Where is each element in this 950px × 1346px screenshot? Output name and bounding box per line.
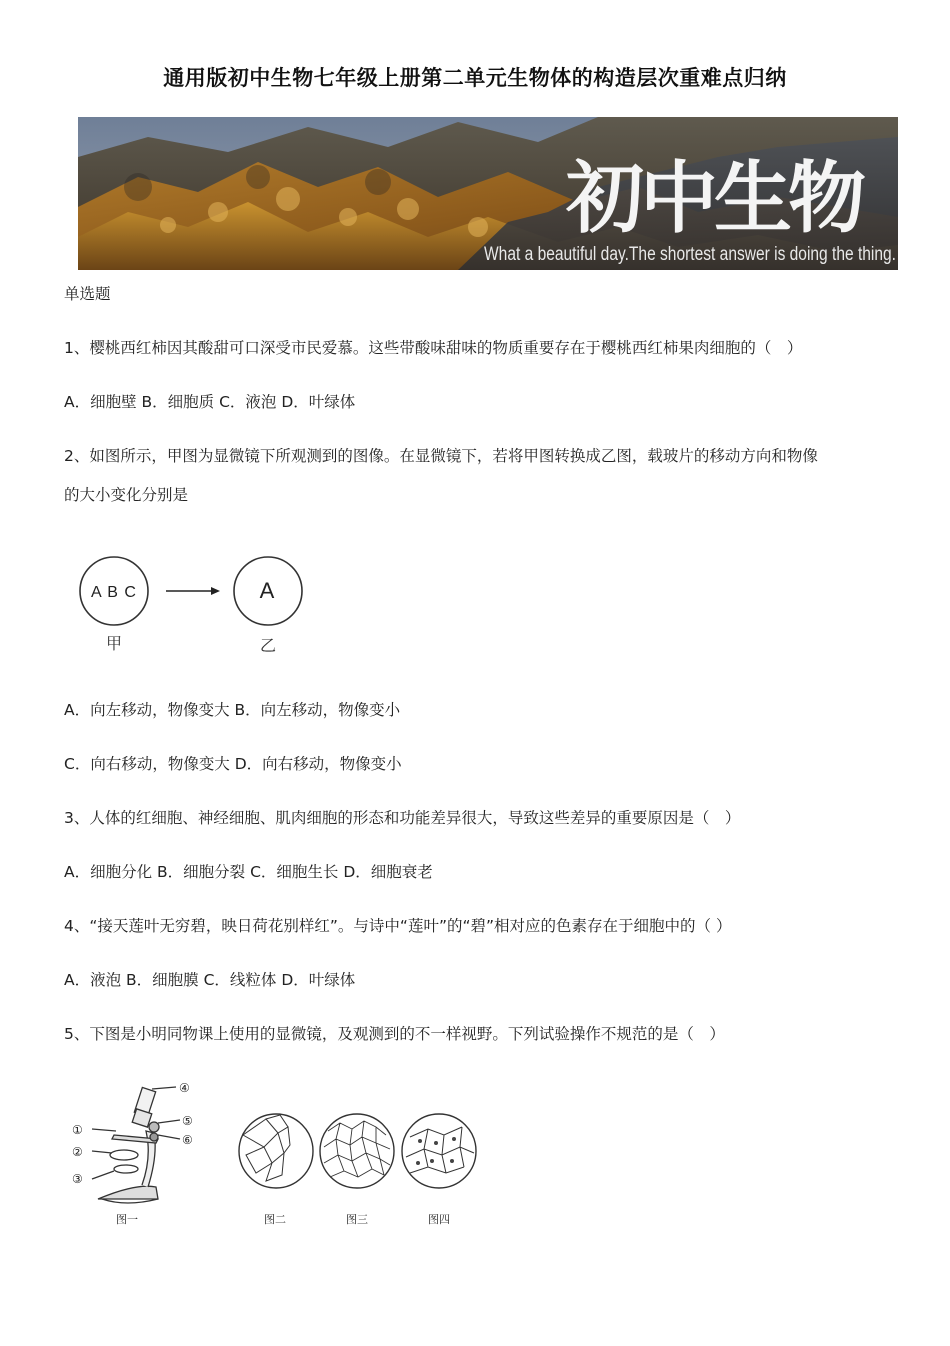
mark-1: ① xyxy=(72,1123,83,1137)
section-label: 单选题 xyxy=(64,285,111,303)
caption-fig-2: 图二 xyxy=(264,1213,286,1226)
caption-fig-4: 图四 xyxy=(428,1213,450,1226)
banner-calligraphy: 初中生物 xyxy=(566,153,863,244)
question-2-stem-line-2: 的大小变化分别是 xyxy=(64,486,189,504)
question-4-options: A．液泡 B．细胞膜 C．线粒体 D．叶绿体 xyxy=(64,971,356,989)
microscope-illustration xyxy=(92,1087,180,1203)
field-of-view-fig-3 xyxy=(320,1114,394,1188)
mark-2: ② xyxy=(72,1145,83,1159)
question-4-stem: 4、“接天莲叶无穷碧，映日荷花别样红”。与诗中“莲叶”的“碧”相对应的色素存在于细胞中的（ ） xyxy=(64,917,732,935)
label-yi: 乙 xyxy=(260,636,277,655)
mark-3: ③ xyxy=(72,1172,83,1186)
mark-6: ⑥ xyxy=(182,1133,193,1147)
caption-fig-3: 图三 xyxy=(346,1213,368,1226)
field-of-view-fig-4 xyxy=(402,1114,476,1188)
mark-4: ④ xyxy=(179,1081,190,1095)
caption-fig-1: 图一 xyxy=(116,1213,138,1226)
banner-tagline: What a beautiful day.The shortest answer is doing the thing. xyxy=(484,244,896,265)
question-2-options-line-1: A．向左移动，物像变大 B．向左移动，物像变小 xyxy=(64,701,401,719)
question-2-figure xyxy=(70,548,320,662)
field-of-view-fig-2 xyxy=(239,1114,313,1188)
field-text-jia: A B C xyxy=(91,584,137,601)
arrow-head-icon xyxy=(211,587,220,595)
document-title: 通用版初中生物七年级上册第二单元生物体的构造层次重难点归纳 xyxy=(163,66,787,90)
question-2-options-line-2: C．向右移动，物像变大 D．向右移动，物像变小 xyxy=(64,755,402,773)
question-2-stem-line-1: 2、如图所示，甲图为显微镜下所观测到的图像。在显微镜下，若将甲图转换成乙图，载玻片的移动方向和物像 xyxy=(64,447,818,465)
mark-5: ⑤ xyxy=(182,1114,193,1128)
label-jia: 甲 xyxy=(106,634,123,653)
question-1-stem: 1、樱桃西红柿因其酸甜可口深受市民爱慕。这些带酸味甜味的物质重要存在于樱桃西红柿果肉细胞的（ ） xyxy=(64,339,803,357)
banner-image xyxy=(78,117,898,270)
question-3-options: A．细胞分化 B．细胞分裂 C．细胞生长 D．细胞衰老 xyxy=(64,863,433,881)
question-3-stem: 3、人体的红细胞、神经细胞、肌肉细胞的形态和功能差异很大，导致这些差异的重要原因是（ ） xyxy=(64,809,741,827)
question-5-figure xyxy=(66,1075,486,1239)
field-text-yi: A xyxy=(259,578,275,603)
question-1-options: A．细胞壁 B．细胞质 C．液泡 D．叶绿体 xyxy=(64,393,356,411)
question-5-stem: 5、下图是小明同物课上使用的显微镜，及观测到的不一样视野。下列试验操作不规范的是（ ） xyxy=(64,1025,725,1043)
